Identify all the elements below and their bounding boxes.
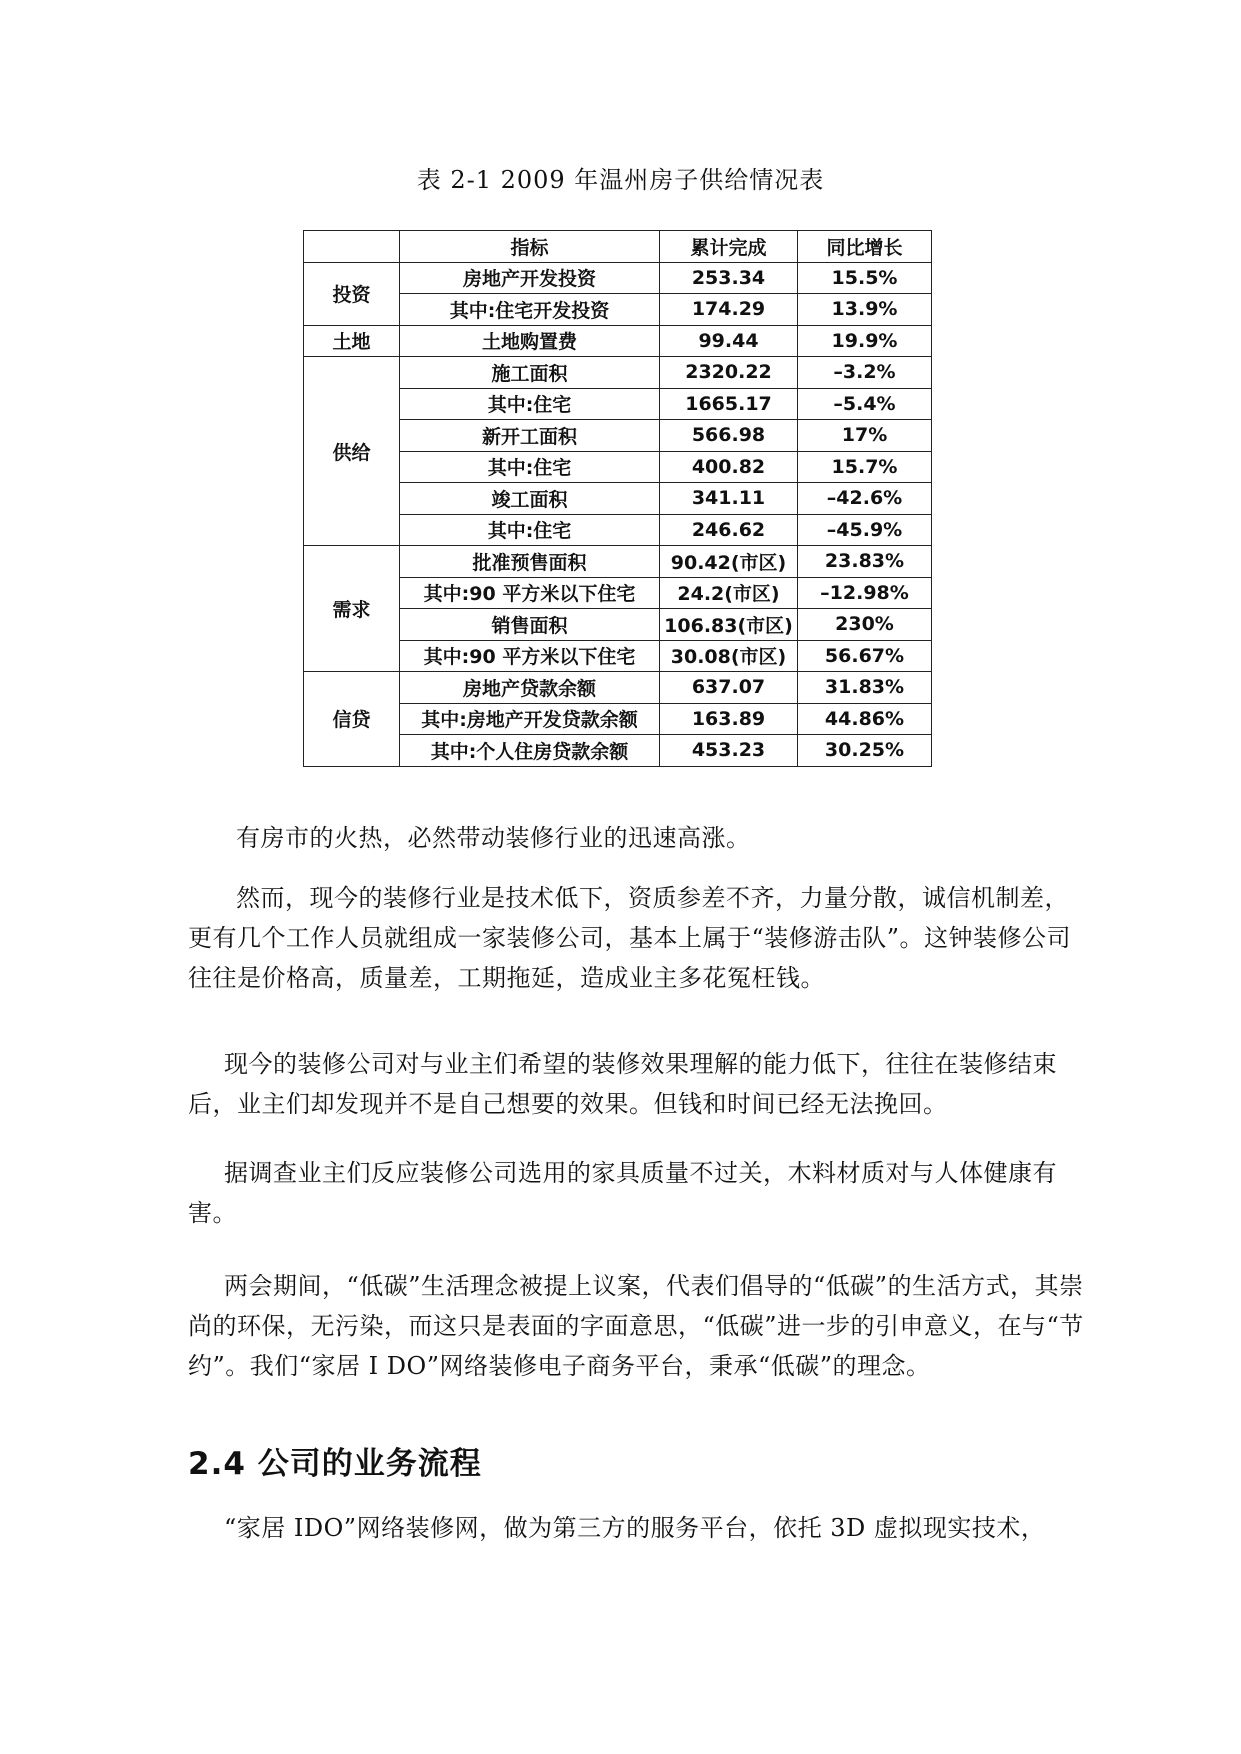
section-heading: 2.4 公司的业务流程	[188, 1446, 482, 1482]
paragraph-industry-problems: 然而，现今的装修行业是技术低下，资质参差不齐，力量分散，诚信机制差，更有几个工作人员就组成一家装修公司，基本上属于“装修游击队”。这钟装修公司往往是价格高，质量差，工期拖延，造成业主多花冤枉钱。	[188, 884, 1072, 992]
indicator-cell: 其中:住宅	[400, 514, 660, 546]
total-cell: 99.44	[660, 325, 798, 357]
growth-cell: 31.83%	[798, 672, 932, 704]
paragraph-low-carbon: 两会期间，“低碳”生活理念被提上议案，代表们倡导的“低碳”的生活方式，其崇尚的环保，无污染，而这只是表面的字面意思，“低碳”进一步的引申意义，在与“节约”。我们“家居 I DO”网络装修电子商务平台，秉承“低碳”的理念。	[188, 1272, 1084, 1380]
indicator-cell: 施工面积	[400, 357, 660, 389]
growth-cell: –12.98%	[798, 577, 932, 609]
total-cell: 246.62	[660, 514, 798, 546]
growth-cell: 230%	[798, 609, 932, 641]
total-cell: 637.07	[660, 672, 798, 704]
growth-cell: –45.9%	[798, 514, 932, 546]
growth-cell: 15.7%	[798, 451, 932, 483]
table-row	[304, 262, 932, 294]
table-row	[304, 325, 932, 357]
table-row	[304, 357, 932, 389]
total-cell: 163.89	[660, 703, 798, 735]
header-total: 累计完成	[660, 231, 798, 263]
total-cell: 453.23	[660, 735, 798, 767]
group-label-supply: 供给	[304, 357, 400, 546]
growth-cell: 17%	[798, 420, 932, 452]
total-cell: 174.29	[660, 294, 798, 326]
indicator-cell: 竣工面积	[400, 483, 660, 515]
header-indicator: 指标	[400, 231, 660, 263]
supply-table	[303, 230, 932, 767]
indicator-cell: 其中:住宅	[400, 451, 660, 483]
table-caption: 表 2-1 2009 年温州房子供给情况表	[416, 166, 825, 194]
growth-cell: –3.2%	[798, 357, 932, 389]
table-row	[304, 546, 932, 578]
total-cell: 30.08(市区)	[660, 640, 798, 672]
group-label-credit: 信贷	[304, 672, 400, 767]
paragraph-furniture-quality: 据调查业主们反应装修公司选用的家具质量不过关，木料材质对与人体健康有害。	[188, 1159, 1057, 1227]
total-cell: 24.2(市区)	[660, 577, 798, 609]
total-cell: 106.83(市区)	[660, 609, 798, 641]
indicator-cell: 批准预售面积	[400, 546, 660, 578]
paragraph-platform-intro: “家居 IDO”网络装修网，做为第三方的服务平台，依托 3D 虚拟现实技术，	[224, 1514, 1046, 1542]
header-growth: 同比增长	[798, 231, 932, 263]
table-corner-cell	[304, 231, 400, 263]
total-cell: 90.42(市区)	[660, 546, 798, 578]
group-label-investment: 投资	[304, 262, 400, 325]
growth-cell: –42.6%	[798, 483, 932, 515]
growth-cell: 30.25%	[798, 735, 932, 767]
indicator-cell: 其中:房地产开发贷款余额	[400, 703, 660, 735]
paragraph-market-heat: 有房市的火热，必然带动装修行业的迅速高涨。	[236, 824, 751, 852]
table-row	[304, 672, 932, 704]
growth-cell: 19.9%	[798, 325, 932, 357]
indicator-cell: 其中:住宅	[400, 388, 660, 420]
total-cell: 2320.22	[660, 357, 798, 389]
total-cell: 1665.17	[660, 388, 798, 420]
growth-cell: –5.4%	[798, 388, 932, 420]
total-cell: 341.11	[660, 483, 798, 515]
indicator-cell: 其中:住宅开发投资	[400, 294, 660, 326]
indicator-cell: 其中:90 平方米以下住宅	[400, 640, 660, 672]
group-label-demand: 需求	[304, 546, 400, 672]
indicator-cell: 其中:90 平方米以下住宅	[400, 577, 660, 609]
growth-cell: 44.86%	[798, 703, 932, 735]
indicator-cell: 房地产开发投资	[400, 262, 660, 294]
indicator-cell: 土地购置费	[400, 325, 660, 357]
growth-cell: 56.67%	[798, 640, 932, 672]
indicator-cell: 房地产贷款余额	[400, 672, 660, 704]
indicator-cell: 销售面积	[400, 609, 660, 641]
growth-cell: 23.83%	[798, 546, 932, 578]
indicator-cell: 新开工面积	[400, 420, 660, 452]
group-label-land: 土地	[304, 325, 400, 357]
total-cell: 253.34	[660, 262, 798, 294]
growth-cell: 15.5%	[798, 262, 932, 294]
table-header-row	[304, 231, 932, 263]
total-cell: 400.82	[660, 451, 798, 483]
indicator-cell: 其中:个人住房贷款余额	[400, 735, 660, 767]
total-cell: 566.98	[660, 420, 798, 452]
growth-cell: 13.9%	[798, 294, 932, 326]
paragraph-understanding: 现今的装修公司对与业主们希望的装修效果理解的能力低下，往往在装修结束后，业主们却发现并不是自己想要的效果。但钱和时间已经无法挽回。	[188, 1050, 1057, 1118]
